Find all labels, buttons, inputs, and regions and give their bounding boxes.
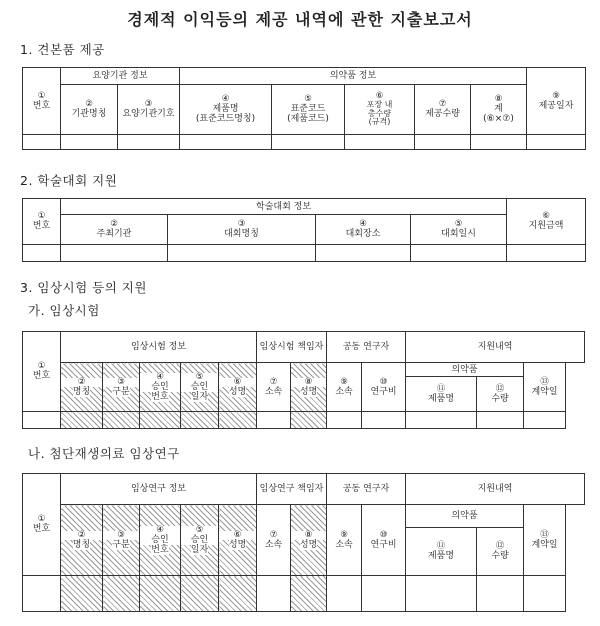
col-provided-quantity: ⑦ 제공수량 [415,85,471,135]
col-datetime: ⑤ 대회일시 [411,215,507,245]
col-research-name: ② 명칭 [61,505,103,576]
col-venue: ④ 대회장소 [316,215,411,245]
clinical-trial-table [22,331,585,429]
section-3a-heading: 가. 임상시험 [28,303,100,318]
col-co-affiliation: ⑨ 소속 [327,363,362,412]
col-support-amount: ⑥ 지원금액 [507,199,586,245]
col-pi-name: ⑥ 성명 [219,505,257,576]
section-1-heading: 1. 견본품 제공 [20,42,105,57]
report-title: 경제적 이익등의 제공 내역에 관한 지출보고서 [127,10,473,29]
table-row [23,245,586,262]
group-principal-investigator: 임상시험 책임자 [257,332,327,363]
col-approval-date: ⑤ 승인 일자 [181,505,219,576]
col-trial-type: ③ 구분 [103,363,140,412]
col-quantity: ⑫ 수량 [477,528,524,576]
section-3b-heading: 나. 첨단재생의료 임상연구 [28,446,180,461]
conference-support-table [22,198,586,262]
col-conference-name: ③ 대회명칭 [168,215,316,245]
col-approval-number: ④ 승인 번호 [140,505,181,576]
col-co-affiliation: ⑨ 소속 [327,505,362,576]
group-co-researcher: 공동 연구자 [327,474,406,505]
col-total: ⑧ 계 (⑥×⑦) [471,85,527,135]
col-number: ① 번호 [23,68,61,135]
col-product-name: ⑪ 제품명 [406,528,477,576]
table-row [23,135,586,150]
col-pi-affiliation: ⑦ 소속 [257,505,291,576]
group-support-details: 지원내역 [406,332,585,363]
group-principal-investigator: 임상연구 책임자 [257,474,327,505]
section-2-heading: 2. 학술대회 지원 [20,173,118,188]
col-contract-date: ⑬ 계약일 [524,363,566,412]
col-approval-date: ⑤ 승인 일자 [181,363,219,412]
col-pi-affiliation: ⑦ 소속 [257,363,291,412]
group-research-info: 임상연구 정보 [61,474,257,505]
group-conference-info: 학술대회 정보 [61,199,507,215]
group-support-details: 지원내역 [406,474,585,505]
col-package-quantity: ⑥ 포장 내 총수량 (규격) [345,85,415,135]
col-product-name: ④ 제품명 (표준코드명칭) [180,85,272,135]
col-research-fund: ⑩ 연구비 [362,505,406,576]
col-number: ① 번호 [23,332,61,412]
sample-provision-table [22,67,586,150]
col-approval-number: ④ 승인 번호 [140,363,181,412]
col-product-name: ⑪ 제품명 [406,377,477,412]
col-host: ② 주최기관 [61,215,168,245]
group-co-researcher: 공동 연구자 [327,332,406,363]
col-co-name: ⑧ 성명 [291,363,327,412]
col-quantity: ⑫ 수량 [477,377,524,412]
col-number: ① 번호 [23,199,61,245]
group-drug-info: 의약품 정보 [180,68,527,85]
col-institution-name: ② 기관명칭 [61,85,118,135]
table-row [23,576,585,612]
col-contract-date: ⑬ 계약일 [524,505,566,576]
col-research-fund: ⑩ 연구비 [362,363,406,412]
group-institution-info: 요양기관 정보 [61,68,180,85]
col-provision-date: ⑨ 제공일자 [527,68,586,135]
col-institution-code: ③ 요양기관기호 [118,85,180,135]
col-standard-code: ⑤ 표준코드 (제품코드) [272,85,345,135]
col-trial-name: ② 명칭 [61,363,103,412]
group-trial-info: 임상시험 정보 [61,332,257,363]
group-drug: 의약품 [406,363,524,377]
col-number: ① 번호 [23,474,61,576]
group-drug: 의약품 [406,505,524,528]
col-co-name: ⑧ 성명 [291,505,327,576]
col-research-type: ③ 구분 [103,505,140,576]
regenerative-research-table [22,473,585,612]
section-3-heading: 3. 임상시험 등의 지원 [20,280,147,295]
col-pi-name: ⑥ 성명 [219,363,257,412]
table-row [23,412,585,429]
